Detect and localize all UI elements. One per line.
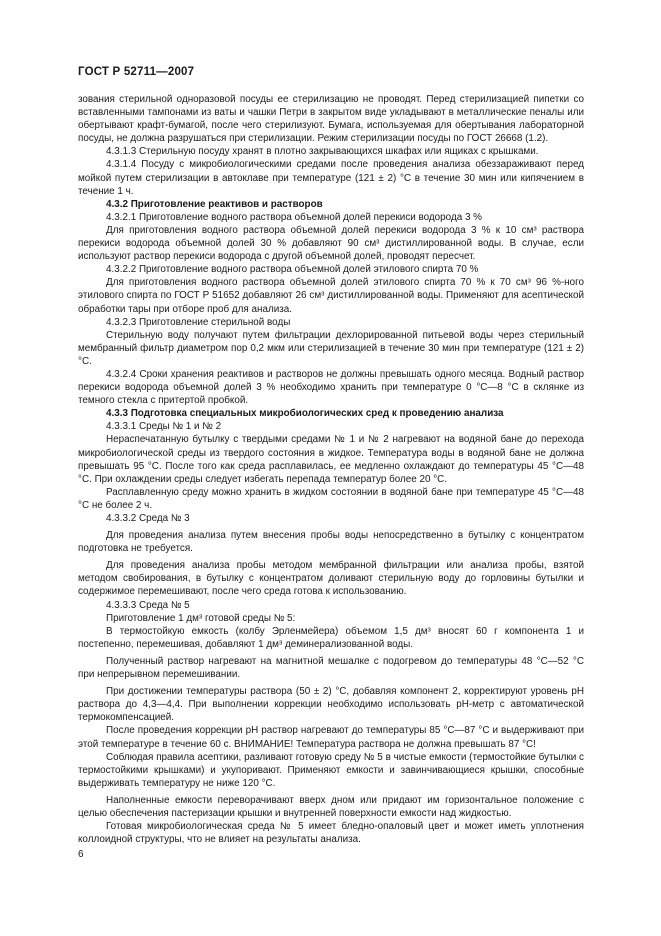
paragraph: Стерильную воду получают путем фильтрации дехлорированной питьевой воды через стерильный мембранный фильтр диаметром пор 0,2 мкм или стерилизацией в течение 30 мин при температуре (121 ± 2) °С. [78, 329, 584, 367]
paragraph: 4.3.1.4 Посуду с микробиологическими средами после проведения анализа обеззараживают перед мойкой путем стерилизации в автоклаве при температуре (121 ± 2) °С в течение 30 мин или кипячением в течение 1 ч. [78, 159, 584, 197]
paragraph: Соблюдая правила асептики, разливают готовую среду № 5 в чистые емкости (термостойкие бутылки с термостойкими крышками) и укупоривают. Применяют емкости и завинчивающиеся крышки, способные выдерживать температуру не ниже 120 °С. [78, 751, 584, 789]
page-number: 6 [78, 849, 84, 860]
document-body [78, 93, 584, 846]
paragraph: Нераспечатанную бутылку с твердыми средами № 1 и № 2 нагревают на водяной бане до перехода микробиологической среды из твердого состояния в жидкое. Температура воды в водяной бане не должна превышать 95 °С. После того как среда расплавилась, ее медленно охлаждают до температуры 45 °С—48 °С. При охлаждении среды следует избегать перепада температур более 20 °С. [78, 434, 584, 485]
section-heading: 4.3.3 Подготовка специальных микробиологических сред к проведению анализа [106, 408, 504, 420]
section-heading: 4.3.2 Приготовление реактивов и растворов [106, 198, 323, 210]
paragraph: После проведения коррекции pH раствор нагревают до температуры 85 °С—87 °С и выдерживают при этой температуре в течение 60 с. ВНИМАНИЕ! Температура раствора не должна превышать 87 °С! [78, 725, 584, 750]
document-header: ГОСТ Р 52711—2007 [78, 66, 195, 78]
paragraph: 4.3.1.3 Стерильную посуду хранят в плотно закрывающихся шкафах или ящиках с крышками. [106, 146, 539, 158]
paragraph: В термостойкую емкость (колбу Эрленмейера) объемом 1,5 дм³ вносят 60 г компонента 1 и постепенно, перемешивая, добавляют 1 дм³ деминерализованной воды. [78, 625, 584, 650]
paragraph: 4.3.2.4 Сроки хранения реактивов и растворов не должны превышать одного месяца. Водный раствор перекиси водорода объемной долей 3 % необходимо хранить при температуре 0 °С—8 °С в склянке из темного стекла с притертой пробкой. [78, 368, 584, 407]
paragraph: Расплавленную среду можно хранить в жидком состоянии в водяной бане при температуре 45 °С—48 °С не более 2 ч. [78, 486, 584, 511]
paragraph: 4.3.2.2 Приготовление водного раствора объемной долей этилового спирта 70 % [106, 264, 479, 276]
paragraph: Приготовление 1 дм³ готовой среды № 5: [106, 612, 296, 624]
paragraph: зования стерильной одноразовой посуды ее стерилизацию не проводят. Перед стерилизацией пипетки со вставленными тампонами из ваты и чашки Петри в закрытом виде укладывают в металлические пеналы или обертывают крафт-бумагой, после чего стерилизуют. Бумага, используемая для обертывания лабораторной посуды, не должна разрушаться при стерилизации. Режим стерилизации посуды по ГОСТ 26668 (1.2). [78, 94, 584, 145]
paragraph: 4.3.2.3 Приготовление стерильной воды [106, 316, 291, 328]
paragraph: Наполненные емкости переворачивают вверх дном или придают им горизонтальное положение с целью обеспечения пастеризации крышки и внутренней поверхности емкости над жидкостью. [78, 794, 584, 819]
paragraph: 4.3.3.1 Среды № 1 и № 2 [106, 421, 222, 433]
paragraph: 4.3.2.1 Приготовление водного раствора объемной долей перекиси водорода 3 % [106, 211, 482, 223]
paragraph: 4.3.3.3 Среда № 5 [106, 599, 190, 611]
paragraph: Готовая микробиологическая среда № 5 имеет бледно-опаловый цвет и может иметь уплотнения коллоидной структуры, что не влияет на результаты анализа. [78, 821, 584, 846]
paragraph: Для проведения анализа путем внесения пробы воды непосредственно в бутылку с концентратом подготовка не требуется. [78, 530, 584, 555]
paragraph: Для приготовления водного раствора объемной долей этилового спирта 70 % к 70 см³ 96 %-ного этилового спирта по ГОСТ Р 51652 добавляют 26 см³ дистиллированной воды. Применяют для асептической обработки тары при отборе проб для анализа. [78, 277, 584, 315]
paragraph: Для приготовления водного раствора объемной долей перекиси водорода 3 % к 10 см³ раствора перекиси водорода объемной долей 30 % добавляют 90 см³ дистиллированной воды. В случае, если используют раствор перекиси водорода с другой объемной долей, проводят пересчет. [78, 224, 584, 263]
paragraph: При достижении температуры раствора (50 ± 2) °С, добавляя компонент 2, корректируют уровень pH раствора до 4,3—4,4. При выполнении коррекции необходимо использовать pH-метр с автоматической термокомпенсацией. [78, 686, 584, 724]
paragraph: Для проведения анализа пробы методом мембранной фильтрации или анализа пробы, взятой методом свобирования, в бутылку с концентратом доливают стерильную воду до горловины бутылки и содержимое перемешивают, после чего среда готова к использованию. [78, 560, 584, 598]
paragraph: Полученный раствор нагревают на магнитной мешалке с подогревом до температуры 48 °С—52 °С при непрерывном перемешивании. [78, 655, 584, 681]
paragraph: 4.3.3.2 Среда № 3 [106, 513, 190, 524]
